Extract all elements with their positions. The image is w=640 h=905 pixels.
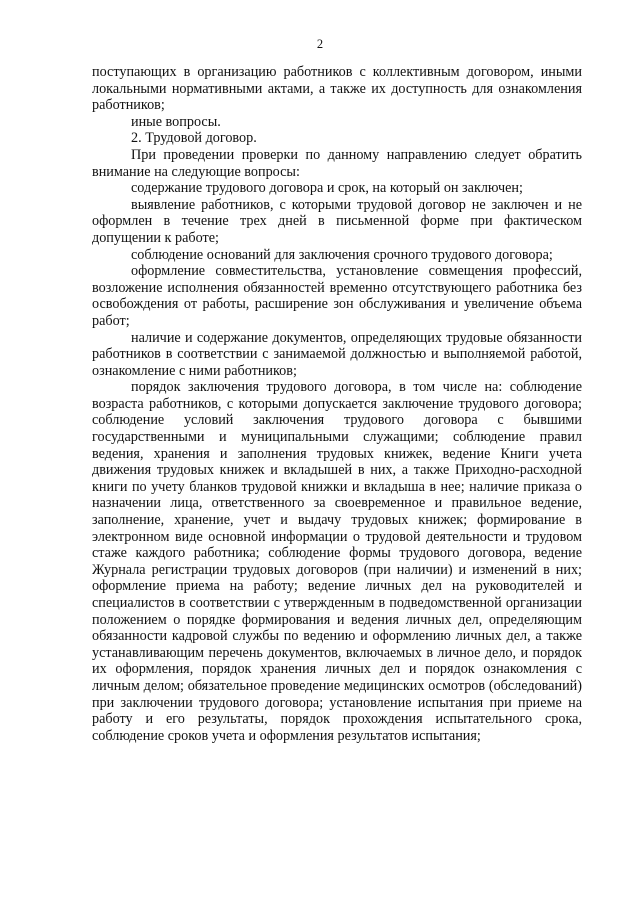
paragraph-duty-documents: наличие и содержание документов, определяющих трудовые обязанности работников в соответствии с занимаемой должностью и выполняемой работой, ознакомление с ними работников; bbox=[92, 329, 582, 379]
paragraph-unregistered-workers: выявление работников, с которыми трудовой договор не заключен и не оформлен в течение трех дней в письменной форме при фактическом допущении к работе; bbox=[92, 196, 582, 246]
paragraph-contract-content: содержание трудового договора и срок, на который он заключен; bbox=[131, 180, 523, 197]
document-body bbox=[92, 64, 582, 744]
paragraph-inspection-intro: При проведении проверки по данному направлению следует обратить внимание на следующие вопросы: bbox=[92, 146, 582, 180]
page-number: 2 bbox=[316, 37, 324, 51]
section-heading-labor-contract: 2. Трудовой договор. bbox=[131, 130, 257, 147]
paragraph-part-time-combination: оформление совместительства, установление совмещения профессий, возложение исполнения обязанностей временно отсутствующего работника без освобождения от работы, расширение зон обслуживания и увеличение объема работ; bbox=[92, 263, 582, 329]
paragraph-other-issues: иные вопросы. bbox=[131, 113, 221, 130]
paragraph-continuation: поступающих в организацию работников с коллективным договором, иными локальными нормативными актами, а также их доступность для ознакомления работников; bbox=[92, 64, 582, 114]
paragraph-contract-procedure: порядок заключения трудового договора, в том числе на: соблюдение возраста работников, с которыми допускается заключение трудового договора; соблюдение условий заключения трудового договора с бывшими государственными и муниципальными служащими; соблюдение правил ведения, хранения и заполнения трудовых книжек, ведение Книги учета движения трудовых книжек и вкладышей в них, а также Приходно-расходной книги по учету бланков трудовой книжки и вкладыша в нее; наличие приказа о назначении лица, ответственного за своевременное и правильное ведение, заполнение, хранение, учет и выдачу трудовых книжек; формирование в электронном виде основной информации о трудовой деятельности и трудовом стаже каждого работника; соблюдение формы трудового договора, ведение Журнала регистрации трудовых договоров (при наличии) и изменений в них; оформление приема на работу; ведение личных дел на руководителей и специалистов в соответствии с утвержденным в подведомственной организации положением о порядке формирования и ведения личных дел, определяющим обязанности кадровой службы по ведению и оформлению личных дел, а также устанавливающим перечень документов, включаемых в личное дело, и порядок их оформления, порядок хранения личных дел и порядок ознакомления с личным делом; обязательное проведение медицинских осмотров (обследований) при заключении трудового договора; установление испытания при приеме на работу и его результаты, порядок прохождения испытательного срока, соблюдение сроков учета и оформления результатов испытания; bbox=[92, 379, 582, 744]
paragraph-fixed-term-grounds: соблюдение оснований для заключения срочного трудового договора; bbox=[131, 246, 553, 263]
